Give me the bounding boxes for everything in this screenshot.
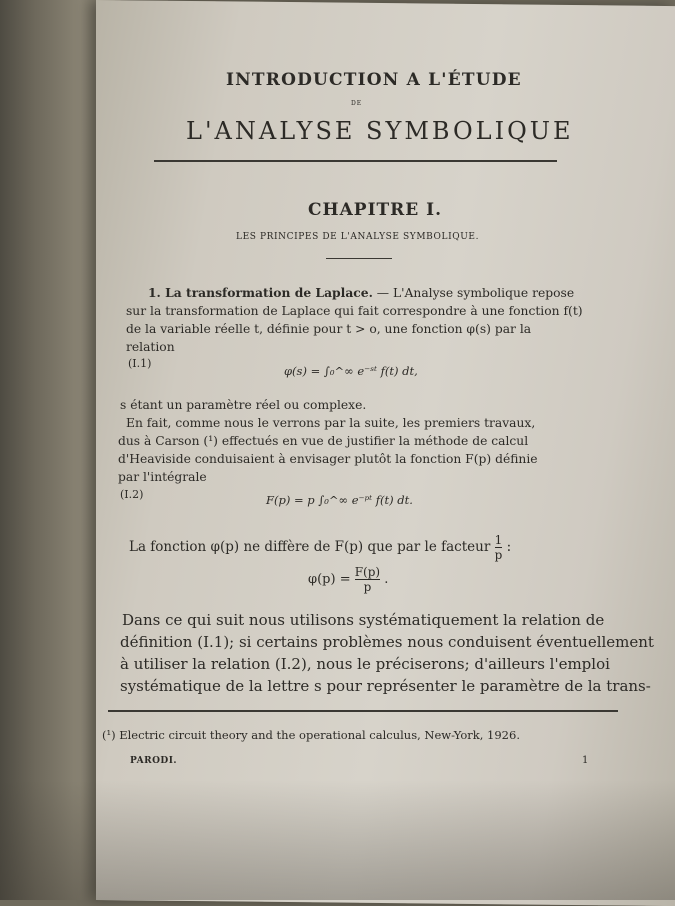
equation-3-left: φ(p) = [308,572,351,587]
chapter-rule [326,258,392,259]
main-title-de: DE [351,100,363,107]
factor-numerator: 1 [494,533,503,547]
section-4-line-1: Dans ce qui suit nous utilisons systématiquement la relation de [122,611,605,629]
equation-2-label: (I.2) [120,488,144,501]
chapter-heading: CHAPITRE I. [308,200,443,220]
section-2-line-2: En fait, comme nous le verrons par la suite, les premiers travaux, [126,416,536,430]
section-4-line-4: systématique de la lettre s pour représenter le paramètre de la trans- [120,677,651,695]
equation-2: F(p) = p ∫₀^∞ e⁻ᵖᵗ f(t) dt. [266,493,413,507]
title-rule [154,160,557,162]
running-footer-author: PARODI. [130,756,178,766]
factor-denominator: p [494,548,503,562]
chapter-subtitle: LES PRINCIPES DE L'ANALYSE SYMBOLIQUE. [236,232,480,242]
section-2 [118,396,538,486]
equation-1-label: (I.1) [128,357,152,370]
footnote-rule [108,710,618,712]
section-4-line-2: définition (I.1); si certains problèmes nous conduisent éventuellement [120,633,654,651]
section-1-line-3: de la variable réelle t, définie pour t > o, une fonction φ(s) par la [126,322,532,336]
section-2-line-3: dus à Carson (¹) effectués en vue de justifier la méthode de calcul [118,434,529,448]
factor-sentence-text: La fonction φ(p) ne diffère de F(p) que par le facteur [129,539,491,555]
footnote: (¹) Electric circuit theory and the operational calculus, New-York, 1926. [102,728,520,742]
section-4-line-3: à utiliser la relation (I.2), nous le préciserons; d'ailleurs l'emploi [120,655,610,673]
equation-1: φ(s) = ∫₀^∞ e⁻ˢᵗ f(t) dt, [284,364,418,378]
section-2-line-1: s étant un paramètre réel ou complexe. [120,398,367,412]
factor-fraction [495,533,503,562]
equation-3 [308,565,388,594]
page-content [96,0,675,900]
section-2-line-4: d'Heaviside conduisaient à envisager plutôt la fonction F(p) définie [118,452,538,466]
page-number: 1 [582,755,589,766]
section-1-text-0: — L'Analyse symbolique repose [376,286,575,300]
section-1-line-1 [148,284,583,302]
equation-3-fraction [355,565,380,594]
factor-sentence [129,533,511,562]
section-1 [126,284,583,356]
section-4 [120,609,654,697]
equation-3-denominator: p [363,580,372,594]
equation-3-end: . [384,572,389,587]
equation-3-numerator: F(p) [354,565,381,579]
factor-colon: : [506,539,512,555]
section-1-line-4: relation [126,340,175,354]
main-title-line1: INTRODUCTION A L'ÉTUDE [226,70,522,90]
main-title-line2: L'ANALYSE SYMBOLIQUE [186,117,574,145]
section-2-line-5: par l'intégrale [118,470,207,484]
section-1-line-2: sur la transformation de Laplace qui fait correspondre à une fonction f(t) [126,304,583,318]
section-1-heading: 1. La transformation de Laplace. [148,285,373,300]
